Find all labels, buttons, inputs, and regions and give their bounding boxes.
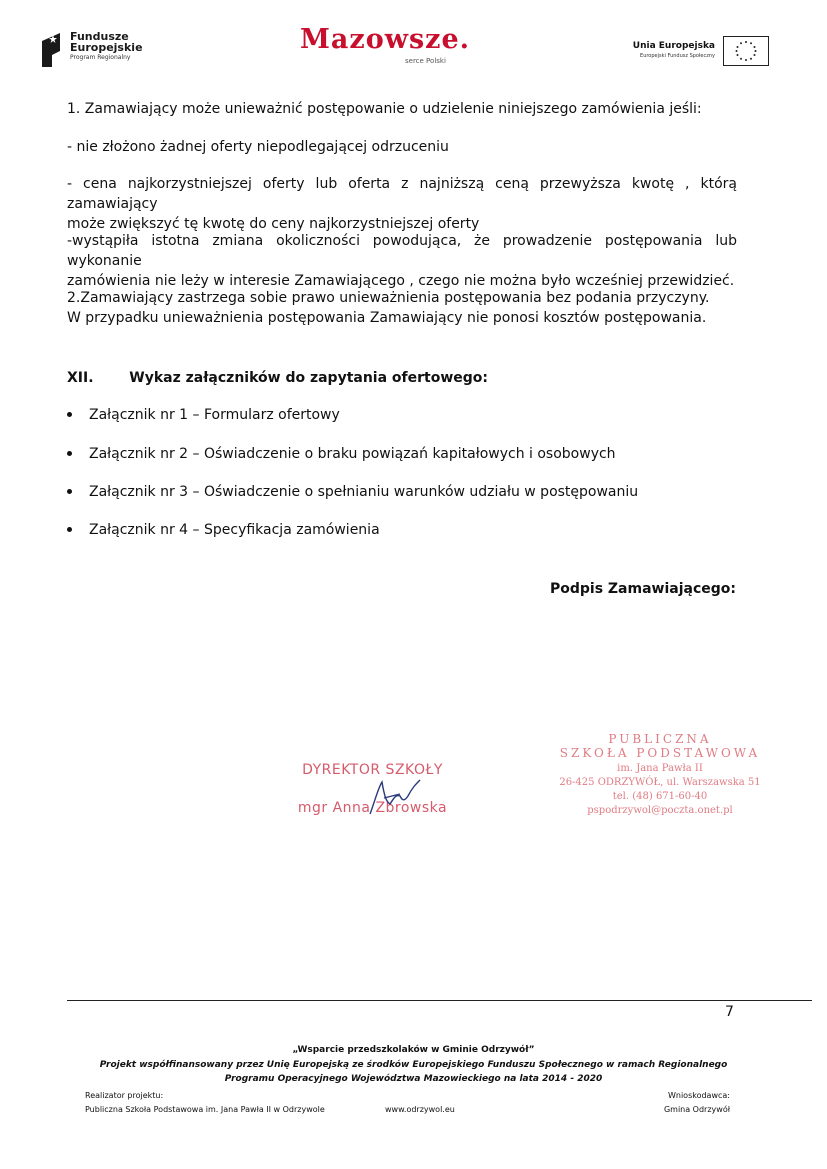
paragraph-3 [67,174,737,234]
paragraph-5 [67,288,737,328]
attachment-label: Załącznik nr 1 – Formularz ofertowy [89,407,340,423]
school-stamp-line-3: im. Jana Pawła II [617,763,703,774]
director-title-stamp: DYREKTOR SZKOŁY [302,762,443,778]
bullet-icon [67,489,72,494]
mazowsze-logo: Mazowsze. [300,24,471,55]
paragraph-5-line-1: 2.Zamawiający zastrzega sobie prawo unieważnienia postępowania bez podania przyczyny. [67,290,710,306]
eu-line1: Unia Europejska [632,41,715,51]
cofinance-line-2: Programu Operacyjnego Województwa Mazowieckiego na lata 2014 - 2020 [224,1074,603,1084]
attachment-item [67,484,638,500]
fundusze-europejskie-logo-icon [40,31,62,69]
applicant-name: Gmina Odrzywół [663,1105,730,1114]
paragraph-3-line-1: - cena najkorzystniejszej oferty lub oferta z najniższą ceną przewyższa kwotę , którą zamawiający [67,176,737,212]
paragraph-5-line-2: W przypadku unieważnienia postępowania Zamawiający nie ponosi kosztów postępowania. [67,310,707,326]
fe-line3: Program Regionalny [70,54,131,61]
paragraph-4-line-1: -wystąpiła istotna zmiana okoliczności powodująca, że prowadzenie postępowania lub wykonanie [67,233,737,269]
attachment-label: Załącznik nr 4 – Specyfikacja zamówienia [89,522,380,538]
school-stamp-line-1: PUBLICZNA [608,732,712,746]
fe-line1: Fundusze [70,30,129,43]
bullet-icon [67,451,72,456]
school-stamp-line-2: SZKOŁA PODSTAWOWA [559,746,761,760]
attachment-item [67,522,380,538]
section-title: Wykaz załączników do zapytania ofertowego: [129,370,489,386]
eu-flag-icon [723,36,769,66]
paragraph-2: - nie złożono żadnej oferty niepodlegającej odrzuceniu [67,139,449,155]
school-stamp-line-4: 26-425 ODRZYWÓŁ, ul. Warszawska 51 [559,777,761,788]
page-number: 7 [725,1004,734,1020]
eu-text [580,42,715,59]
signature-label: Podpis Zamawiającego: [549,581,736,597]
section-heading [67,370,488,386]
footer-divider [67,1000,812,1001]
mazowsze-tagline: serce Polski [405,57,446,65]
realizer-name: Publiczna Szkoła Podstawowa im. Jana Pawła II w Odrzywole [85,1105,325,1114]
website-link[interactable]: www.odrzywol.eu [385,1105,455,1114]
eu-line2: Europejski Fundusz Społeczny [640,53,715,59]
fundusze-europejskie-text [70,31,143,61]
attachment-item [67,407,340,423]
paragraph-1: 1. Zamawiający może unieważnić postępowanie o udzielenie niniejszego zamówienia jeśli: [67,101,702,117]
paragraph-4 [67,231,737,291]
project-title: „Wsparcie przedszkolaków w Gminie Odrzywół” [292,1045,535,1055]
paragraph-3-line-2: może zwiększyć tę kwotę do ceny najkorzystniejszej oferty [67,216,480,232]
school-stamp-line-6: pspodrzywol@poczta.onet.pl [587,805,733,816]
cofinance-line-1: Projekt współfinansowany przez Unię Europejską ze środków Europejskiego Funduszu Społecznego w ramach Regionalnego [99,1060,728,1070]
fe-line2: Europejskie [70,41,143,54]
section-number: XII. [67,370,94,386]
director-name-stamp: mgr Anna Zbrowska [297,800,448,816]
applicant-label: Wnioskodawca: [667,1091,730,1100]
realizer-label: Realizator projektu: [85,1091,164,1100]
handwritten-signature [360,774,440,820]
attachment-item [67,446,616,462]
school-stamp-line-5: tel. (48) 671-60-40 [612,791,708,802]
attachment-label: Załącznik nr 2 – Oświadczenie o braku powiązań kapitałowych i osobowych [89,446,616,462]
bullet-icon [67,527,72,532]
bullet-icon [67,412,72,417]
attachment-label: Załącznik nr 3 – Oświadczenie o spełnianiu warunków udziału w postępowaniu [89,484,639,500]
paragraph-4-line-2: zamówienia nie leży w interesie Zamawiającego , czego nie można było wcześniej przewidzieć. [67,273,735,289]
